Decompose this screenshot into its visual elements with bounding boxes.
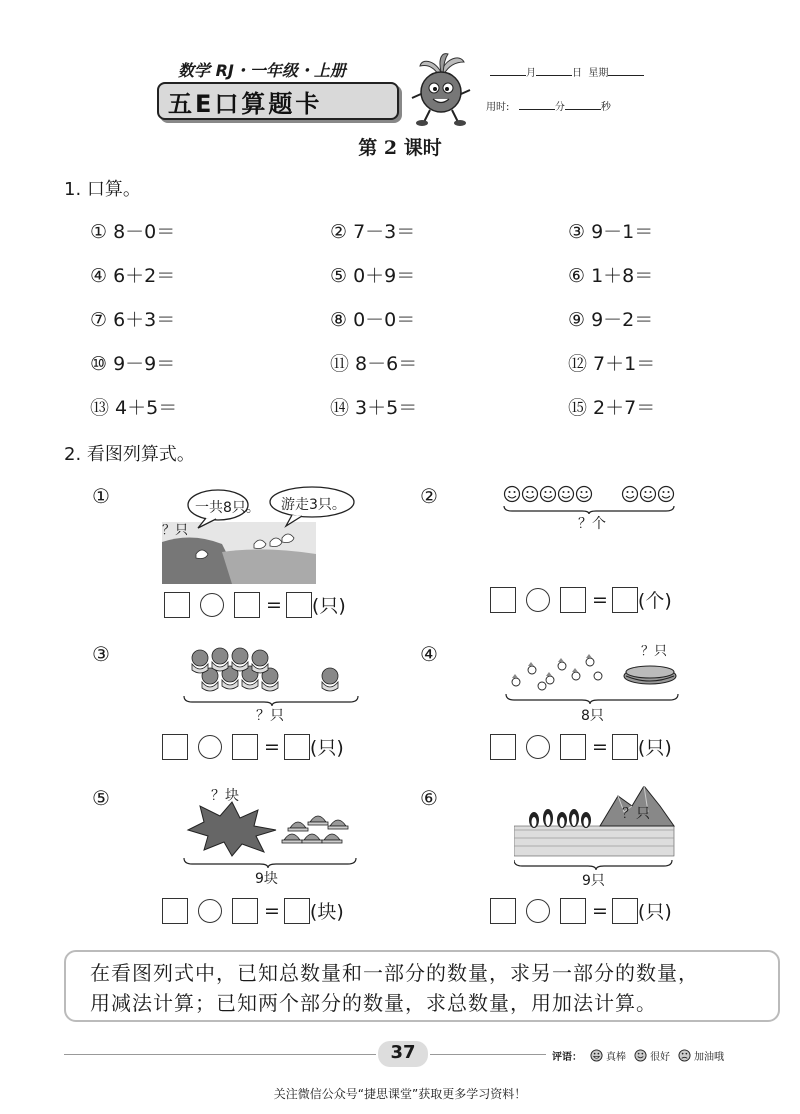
footer-rule (64, 1054, 376, 1055)
problem: ③ 9－1＝ (568, 221, 654, 243)
penguins-on-ice-illustration-icon (514, 786, 686, 870)
worried-face-icon[interactable] (678, 1049, 691, 1062)
time-label: 用时: (486, 102, 510, 113)
minute-label: 分 (554, 102, 565, 113)
answer-box[interactable] (232, 898, 258, 924)
answer-box[interactable] (612, 898, 638, 924)
unit-label: (只) (637, 737, 672, 759)
figure-number: ③ (92, 642, 110, 666)
page-number: 37 (390, 1042, 416, 1063)
answer-equation: = (只) (164, 591, 346, 618)
answer-box[interactable] (162, 898, 188, 924)
problem: ⑤ 0＋9＝ (330, 265, 416, 287)
unit-label: (只) (311, 595, 346, 617)
answer-box[interactable] (560, 587, 586, 613)
summary-line-1: 在看图列式中，已知总数量和一部分的数量，求另一部分的数量， (90, 961, 699, 985)
figure-question: ？只 (162, 523, 189, 538)
day-label: 日 (572, 68, 582, 79)
answer-box[interactable] (232, 734, 258, 760)
brand-title: 五E口算题卡 (168, 90, 323, 118)
problem: ⑭ 3＋5＝ (330, 397, 418, 419)
chicks-in-eggs-illustration-icon (180, 636, 364, 706)
unit-label: (只) (309, 737, 344, 759)
answer-equation: = (只) (490, 897, 672, 924)
problem: ⑨ 9－2＝ (568, 309, 654, 331)
date-line (490, 64, 644, 79)
problem: ⑪ 8－6＝ (330, 353, 418, 375)
problem: ② 7－3＝ (330, 221, 416, 243)
promo-text: 关注微信公众号“捷思课堂”获取更多学习资料！ (273, 1087, 527, 1101)
answer-box[interactable] (234, 592, 260, 618)
smile-face-icon[interactable] (634, 1049, 647, 1062)
figure-question: ？块 (211, 788, 239, 804)
answer-box[interactable] (490, 734, 516, 760)
operator-circle[interactable] (198, 735, 222, 759)
speech-bubble-swam-away: 游走3只。 (281, 497, 346, 513)
operator-circle[interactable] (526, 899, 550, 923)
problem: ⑦ 6＋3＝ (90, 309, 176, 331)
operator-circle[interactable] (526, 588, 550, 612)
problem: ① 8－0＝ (90, 221, 176, 243)
rating-keep-going: 加油哦 (694, 1052, 724, 1063)
answer-box[interactable] (164, 592, 190, 618)
month-label: 月 (526, 68, 536, 79)
footer-rule (430, 1054, 546, 1055)
grin-face-icon[interactable] (590, 1049, 603, 1062)
time-line (486, 98, 611, 113)
answer-box[interactable] (490, 587, 516, 613)
weekday-label: 星期 (588, 68, 609, 79)
subject-label: 数学 RJ・一年级・上册 (178, 61, 346, 80)
figure-total: ？个 (578, 516, 606, 532)
problem: ④ 6＋2＝ (90, 265, 176, 287)
problem: ⑥ 1＋8＝ (568, 265, 654, 287)
problem: ⑫ 7＋1＝ (568, 353, 656, 375)
figure-total: 8只 (581, 708, 604, 724)
answer-equation: = (块) (162, 897, 344, 924)
figure-number: ⑥ (420, 786, 438, 810)
answer-box[interactable] (286, 592, 312, 618)
answer-box[interactable] (284, 898, 310, 924)
rating-bar (552, 1048, 724, 1063)
figure-question: ？只 (622, 806, 650, 822)
answer-box[interactable] (612, 734, 638, 760)
rating-great: 真棒 (606, 1052, 626, 1063)
problem: ⑧ 0－0＝ (330, 309, 416, 331)
second-label: 秒 (600, 102, 611, 113)
problem: ⑩ 9－9＝ (90, 353, 176, 375)
unit-label: (块) (309, 901, 344, 923)
section2-heading: 2. 看图列算式。 (64, 444, 195, 465)
answer-box[interactable] (284, 734, 310, 760)
operator-circle[interactable] (526, 735, 550, 759)
figure-number: ④ (420, 642, 438, 666)
figure-number: ① (92, 484, 110, 508)
speech-bubble-total: 一共8只。 (195, 500, 260, 516)
answer-box[interactable] (612, 587, 638, 613)
problem: ⑮ 2＋7＝ (568, 397, 656, 419)
operator-circle[interactable] (198, 899, 222, 923)
figure-total: 9块 (255, 871, 278, 887)
rating-good: 很好 (650, 1052, 670, 1063)
lesson-title: 第 2 课时 (358, 137, 442, 159)
rating-label: 评语： (552, 1052, 582, 1063)
figure-total: 9只 (582, 873, 605, 889)
cakes-illustration-icon (180, 800, 364, 868)
figure-question: ？只 (641, 644, 668, 659)
figure-number: ⑤ (92, 786, 110, 810)
figure-total: ？只 (256, 708, 284, 724)
unit-label: (个) (637, 590, 672, 612)
answer-box[interactable] (560, 734, 586, 760)
problem: ⑬ 4＋5＝ (90, 397, 178, 419)
answer-equation: = (只) (162, 733, 344, 760)
summary-line-2: 用减法计算；已知两个部分的数量，求总数量，用加法计算。 (90, 991, 657, 1015)
operator-circle[interactable] (200, 593, 224, 617)
answer-equation: = (只) (490, 733, 672, 760)
answer-box[interactable] (162, 734, 188, 760)
answer-box[interactable] (560, 898, 586, 924)
figure-number: ② (420, 484, 438, 508)
section1-heading: 1. 口算。 (64, 179, 141, 200)
answer-box[interactable] (490, 898, 516, 924)
smiley-faces-row-icon (502, 484, 688, 514)
unit-label: (只) (637, 901, 672, 923)
radish-mascot-icon (408, 52, 474, 128)
answer-equation: = (个) (490, 586, 672, 613)
